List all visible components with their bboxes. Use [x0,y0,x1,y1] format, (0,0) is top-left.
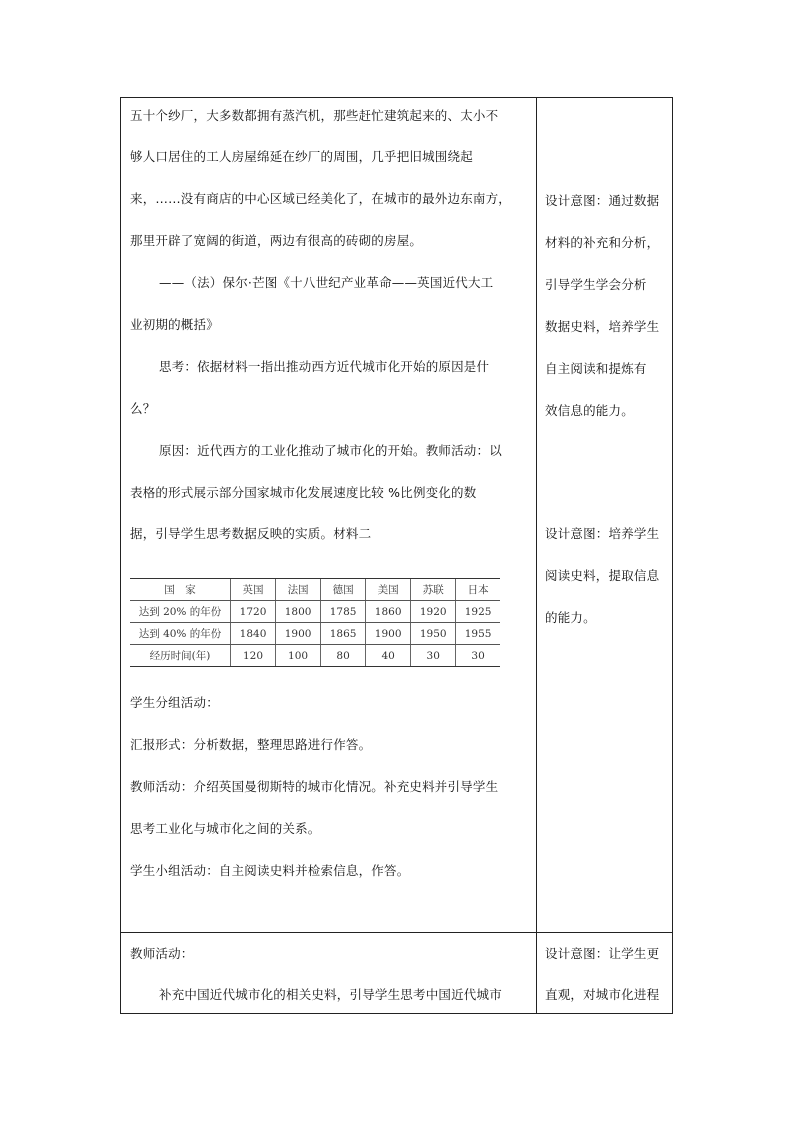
table-row [130,579,500,601]
design-intent-line: 效信息的能力。 [545,403,634,418]
table-header-cell: 英国 [231,579,276,601]
citation-line: 业初期的概括》 [130,317,219,332]
table-cell: 经历时间(年) [130,645,231,667]
table-row [130,645,500,667]
activity-line: 教师活动：介绍英国曼彻斯特的城市化情况。补充史料并引导学生 [130,779,499,794]
design-intent-line: 直观，对城市化进程 [545,987,660,1002]
column-divider [536,98,537,1013]
text-line: 补充中国近代城市化的相关史料，引导学生思考中国近代城市 [159,987,502,1002]
design-intent-line: 阅读史料，提取信息 [545,568,660,583]
table-cell: 达到 40% 的年份 [130,623,231,645]
table-cell: 1860 [366,601,411,623]
table-row [130,623,500,645]
design-intent-line: 的能力。 [545,610,596,625]
table-cell: 1955 [456,623,500,645]
activity-line: 汇报形式：分析数据，整理思路进行作答。 [130,737,372,752]
design-intent-line: 设计意图：培养学生 [545,526,660,541]
text-line: 五十个纱厂，大多数都拥有蒸汽机，那些赶忙建筑起来的、太小不 [130,108,499,123]
text-line: 据，引导学生思考数据反映的实质。材料二 [130,526,372,541]
text-line: 够人口居住的工人房屋绵延在纱厂的周围，几乎把旧城围绕起 [130,149,473,164]
design-intent-line: 设计意图：让学生更 [545,946,660,961]
design-intent-line: 自主阅读和提炼有 [545,361,647,376]
activity-line: 教师活动： [130,946,194,961]
question-line: 么？ [130,401,156,416]
table-cell: 30 [411,645,456,667]
table-cell: 1840 [231,623,276,645]
table-cell: 1900 [366,623,411,645]
activity-line: 思考工业化与城市化之间的关系。 [130,821,321,836]
table-header-cell: 美国 [366,579,411,601]
design-intent-line: 设计意图：通过数据 [545,193,660,208]
table-cell: 达到 20% 的年份 [130,601,231,623]
table-cell: 100 [276,645,321,667]
text-line: 表格的形式展示部分国家城市化发展速度比较 %比例变化的数 [130,485,477,500]
table-header-cell: 苏联 [411,579,456,601]
design-intent-line: 引导学生学会分析 [545,277,647,292]
table-row [130,601,500,623]
text-line: 来，……没有商店的中心区域已经美化了，在城市的最外边东南方， [130,191,512,206]
table-cell: 120 [231,645,276,667]
table-header-cell: 日本 [456,579,500,601]
table-cell: 1720 [231,601,276,623]
design-intent-line: 数据史料，培养学生 [545,319,660,334]
table-cell: 80 [321,645,366,667]
table-cell: 1865 [321,623,366,645]
lesson-table [120,97,673,1014]
urbanization-table [130,578,500,667]
activity-line: 学生分组活动： [130,695,219,710]
activity-line: 学生小组活动：自主阅读史料并检索信息，作答。 [130,863,410,878]
text-line: 原因：近代西方的工业化推动了城市化的开始。教师活动：以 [159,443,502,458]
table-cell: 1900 [276,623,321,645]
row-divider [121,932,672,933]
design-intent-line: 材料的补充和分析， [545,235,660,250]
table-cell: 30 [456,645,500,667]
table-cell: 1800 [276,601,321,623]
table-header-cell: 德国 [321,579,366,601]
table-cell: 1920 [411,601,456,623]
table-cell: 1925 [456,601,500,623]
table-cell: 40 [366,645,411,667]
citation-line: ——（法）保尔·芒图《十八世纪产业革命——英国近代大工 [159,275,494,290]
table-header-cell: 法国 [276,579,321,601]
text-line: 那里开辟了宽阔的街道，两边有很高的砖砌的房屋。 [130,233,423,248]
table-cell: 1950 [411,623,456,645]
table-cell: 1785 [321,601,366,623]
question-line: 思考：依据材料一指出推动西方近代城市化开始的原因是什 [159,359,490,374]
table-header-cell: 国 家 [130,579,231,601]
